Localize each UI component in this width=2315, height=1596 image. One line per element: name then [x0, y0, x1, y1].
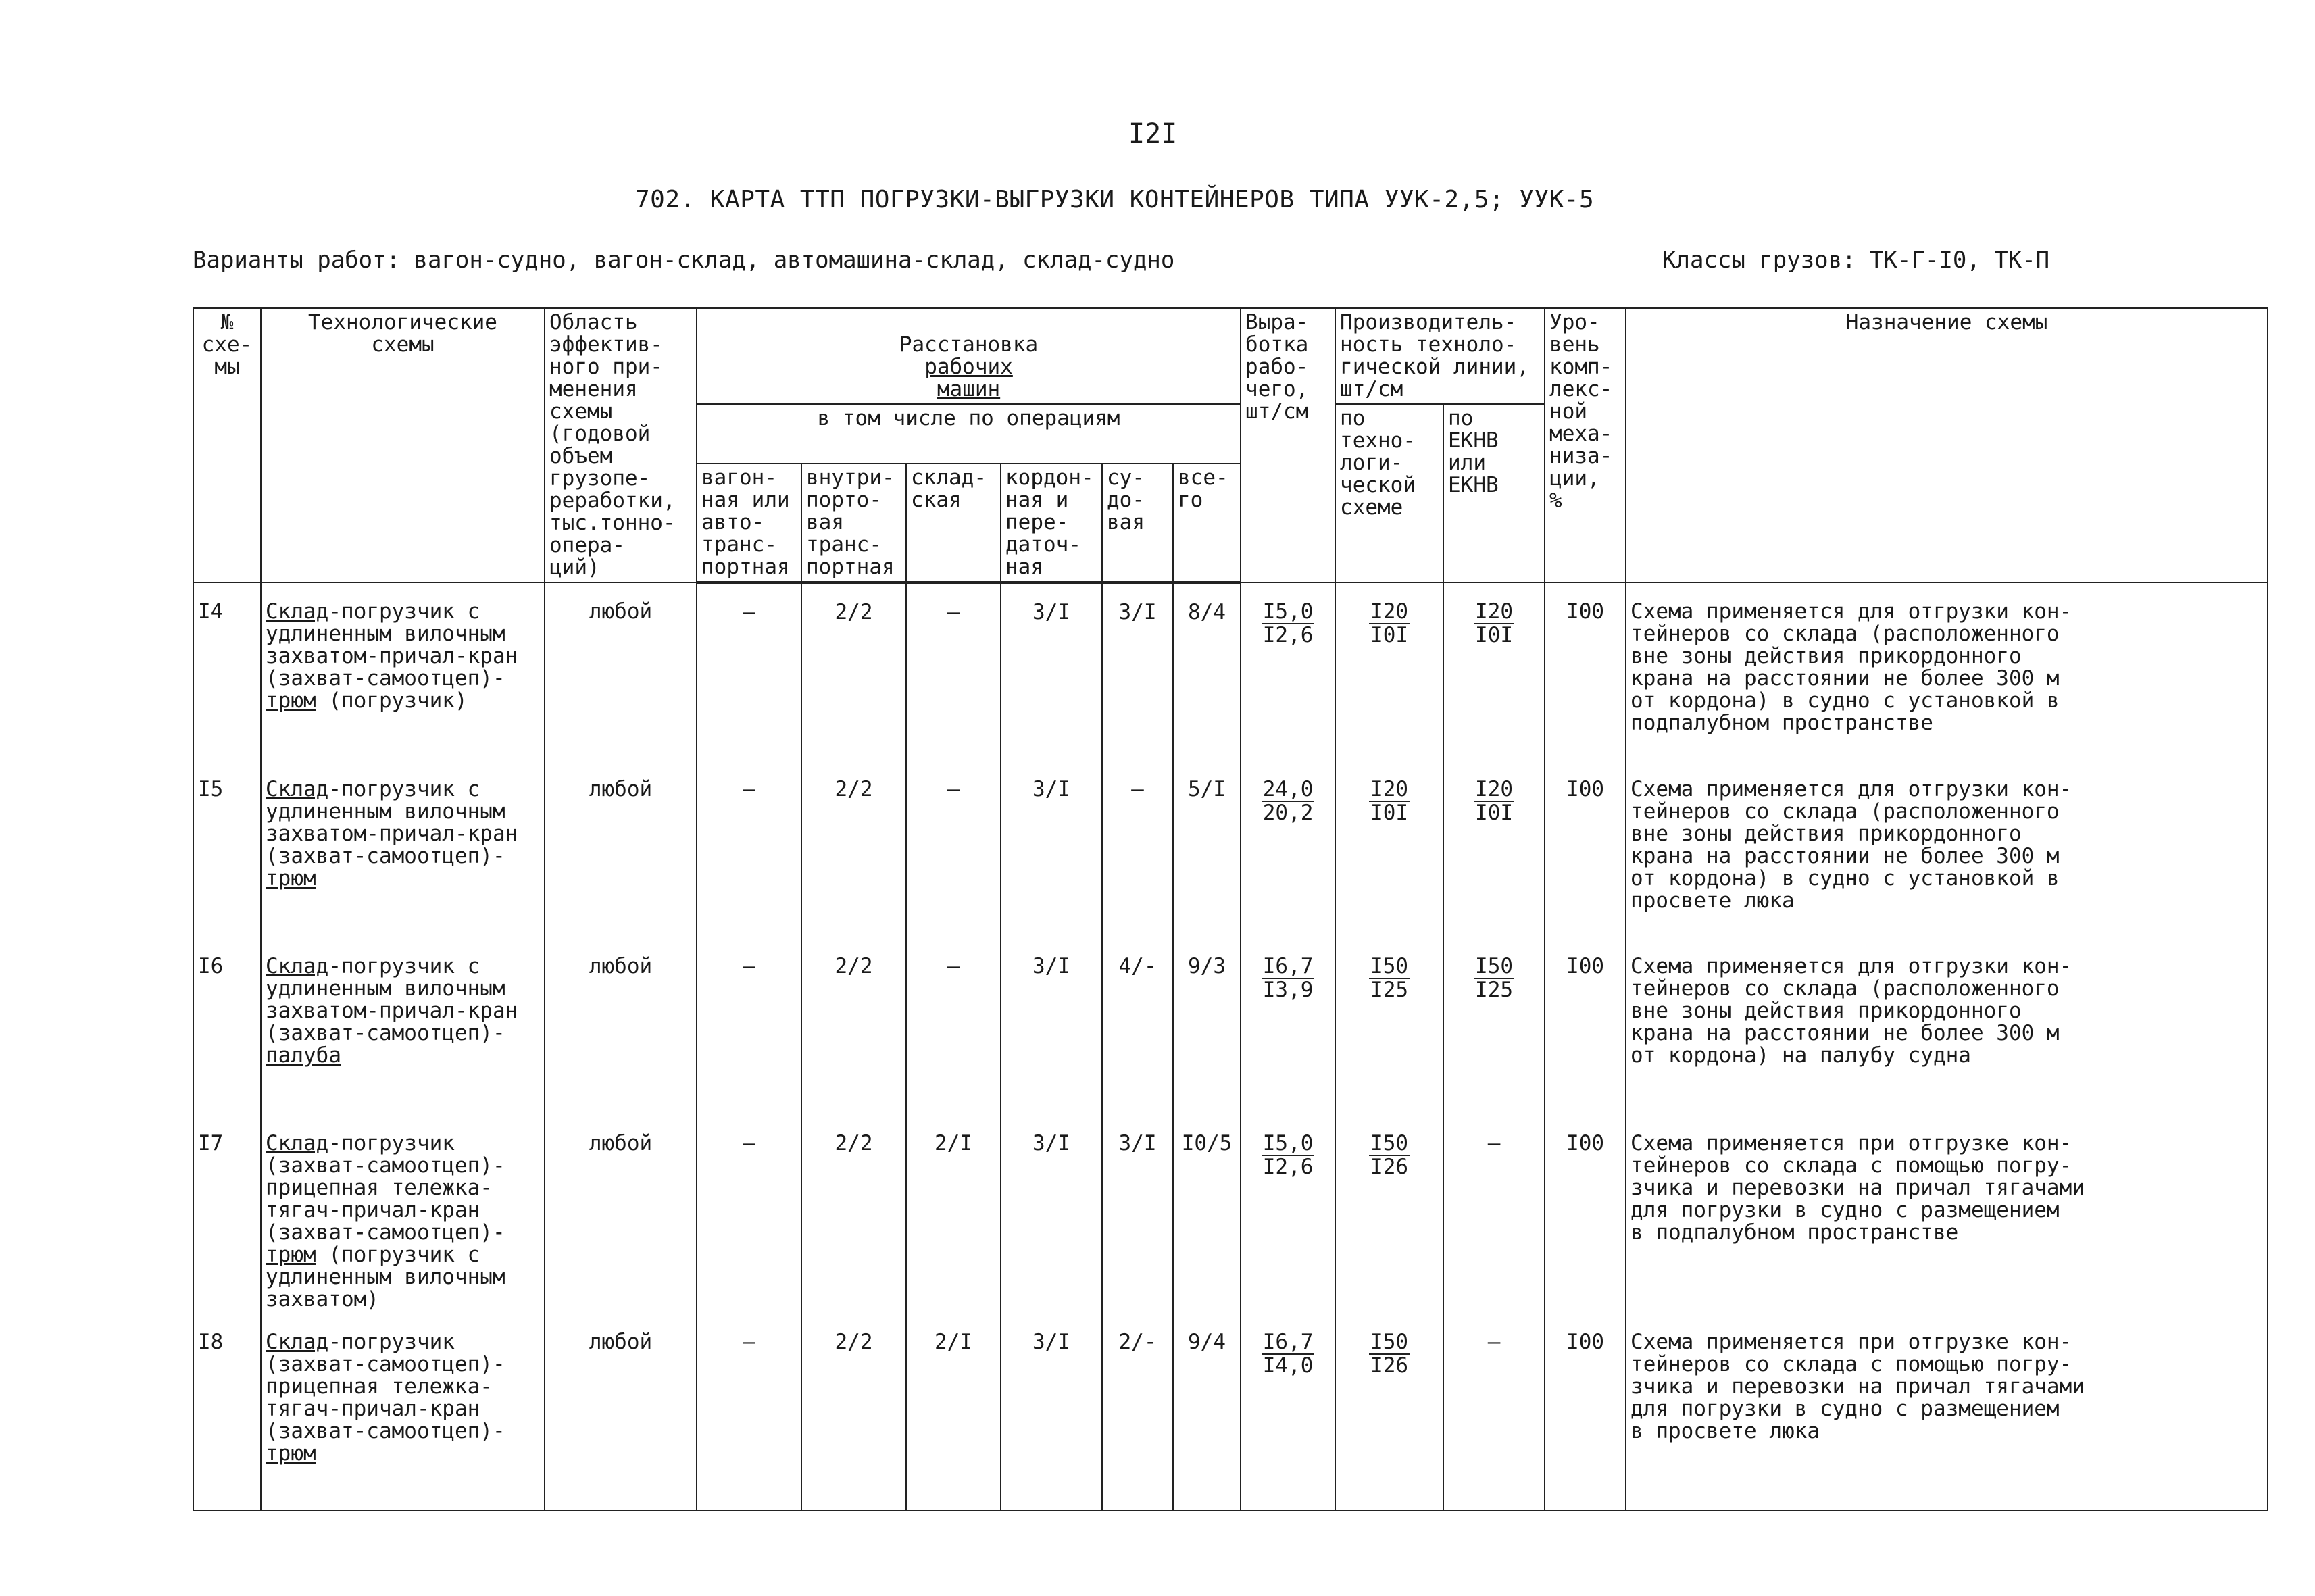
mechanization-level-value: I00 — [1545, 582, 1626, 761]
output-value-numerator: I6,7 — [1262, 1330, 1314, 1354]
productivity-tech — [1335, 1314, 1443, 1510]
productivity-ekhv-denominator: I0I — [1475, 801, 1514, 825]
table-row — [193, 582, 2268, 761]
tech-schemes-table — [193, 307, 2268, 1511]
tech-scheme-body: -погрузчик (захват-самоотцеп)-прицепная тележка-тягач-причал-кран (захват-самоотцеп)- — [266, 1330, 505, 1443]
productivity-tech — [1335, 582, 1443, 761]
output-value-numerator: I6,7 — [1262, 954, 1314, 978]
warehouse-ops-value: 2/I — [906, 1115, 1001, 1314]
output-value — [1241, 761, 1335, 938]
scheme-purpose: Схема применяется для отгрузки кон- тейнеров со склада (расположенного вне зоны действия прикордонного крана на расстоянии не более 300 м от кордона) в судно с установкой в подпалубном пространстве — [1626, 582, 2268, 761]
productivity-ekhv — [1443, 582, 1545, 761]
inner-port-ops-value: 2/2 — [801, 761, 906, 938]
total-value: 8/4 — [1173, 582, 1241, 761]
productivity-ekhv-numerator: – — [1487, 1131, 1501, 1155]
page-title: 702. КАРТА ТТП ПОГРУЗКИ-ВЫГРУЗКИ КОНТЕЙНЕРОВ ТИПА УУК-2,5; УУК-5 — [635, 186, 1595, 214]
scheme-purpose: Схема применяется при отгрузке кон- тейнеров со склада с помощью погру- зчика и перевозки на причал тягачами для погрузки в судно с размещением в просвете люка — [1626, 1314, 2268, 1510]
header-output: Выра- ботка рабо- чего, шт/см — [1241, 308, 1335, 582]
productivity-ekhv — [1443, 938, 1545, 1115]
mechanization-level-value: I00 — [1545, 938, 1626, 1115]
ship-ops-value: 3/I — [1102, 1115, 1173, 1314]
header-by-tech-scheme: по техно- логи- ческой схеме — [1335, 404, 1443, 582]
tech-scheme-start: Склад — [266, 1330, 329, 1354]
tech-scheme-start: Склад — [266, 777, 329, 801]
productivity-tech — [1335, 1115, 1443, 1314]
ship-ops-value: 3/I — [1102, 582, 1173, 761]
output-value-denominator: I3,9 — [1262, 978, 1314, 1002]
warehouse-ops-value: 2/I — [906, 1314, 1001, 1510]
total-value: 9/4 — [1173, 1314, 1241, 1510]
scheme-purpose: Схема применяется для отгрузки кон- тейнеров со склада (расположенного вне зоны действия прикордонного крана на расстоянии не более 300 м от кордона) на палубу судна — [1626, 938, 2268, 1115]
header-mechanization-level: Уро- вень комп- лекс- ной меха- низа- ции, % — [1545, 308, 1626, 582]
inner-port-ops-value: 2/2 — [801, 1314, 906, 1510]
output-value — [1241, 1314, 1335, 1510]
warehouse-ops-value: – — [906, 582, 1001, 761]
wagon-ops-value: – — [697, 582, 801, 761]
scheme-purpose: Схема применяется для отгрузки кон- тейнеров со склада (расположенного вне зоны действия прикордонного крана на расстоянии не более 300 м от кордона) в судно с установкой в просвете люка — [1626, 761, 2268, 938]
output-value-numerator: I5,0 — [1262, 1131, 1314, 1155]
output-value-denominator: I2,6 — [1262, 623, 1314, 647]
header-cordon-ops: кордон- ная и пере- даточ- ная — [1001, 464, 1102, 582]
output-value-numerator: I5,0 — [1262, 599, 1314, 624]
header-ship-ops: су- до- вая — [1102, 464, 1173, 582]
tech-scheme-destination: трюм — [266, 1243, 316, 1267]
tech-scheme-destination: трюм — [266, 689, 316, 713]
header-by-ekhv: по ЕКНВ или ЕКНВ — [1443, 404, 1545, 582]
tech-scheme-start: Склад — [266, 954, 329, 978]
tech-scheme-text — [261, 1115, 545, 1314]
productivity-tech-numerator: I20 — [1370, 777, 1409, 801]
productivity-ekhv — [1443, 1115, 1545, 1314]
header-application-area: Область эффектив- ного при- менения схемы (годовой объем грузопе- реработки, тыс.тонно-опера- ций) — [545, 308, 697, 582]
productivity-ekhv-numerator: I20 — [1475, 777, 1514, 801]
productivity-ekhv-numerator: I50 — [1475, 954, 1514, 978]
header-placement-machines: рабочих машин — [924, 355, 1013, 401]
tech-scheme-start: Склад — [266, 599, 329, 624]
header-inner-port-ops: внутри- порто- вая транс- портная — [801, 464, 906, 582]
productivity-tech-numerator: I50 — [1370, 1131, 1409, 1155]
mechanization-level-value: I00 — [1545, 1115, 1626, 1314]
tech-scheme-destination: трюм — [266, 866, 316, 891]
tech-scheme-text — [261, 761, 545, 938]
productivity-tech — [1335, 761, 1443, 938]
productivity-ekhv-numerator: I20 — [1475, 599, 1514, 624]
cordon-ops-value: 3/I — [1001, 1115, 1102, 1314]
mechanization-level-value: I00 — [1545, 1314, 1626, 1510]
tech-scheme-text — [261, 582, 545, 761]
scheme-number: I5 — [193, 761, 261, 938]
header-wagon-ops: вагон- ная или авто- транс- портная — [697, 464, 801, 582]
header-scheme-number: № схе- мы — [193, 308, 261, 582]
wagon-ops-value: – — [697, 1115, 801, 1314]
output-value-denominator: I2,6 — [1262, 1155, 1314, 1179]
scheme-number: I8 — [193, 1314, 261, 1510]
page-number: I2I — [1128, 118, 1178, 149]
work-variants: Варианты работ: вагон-судно, вагон-склад, автомашина-склад, склад-судно — [193, 247, 1175, 274]
scheme-number: I6 — [193, 938, 261, 1115]
tech-scheme-destination: палуба — [266, 1043, 341, 1068]
application-area: любой — [545, 938, 697, 1115]
tech-scheme-body: -погрузчик с удлиненным вилочным захватом-причал-кран (захват-самоотцеп)- — [266, 954, 518, 1045]
cordon-ops-value: 3/I — [1001, 582, 1102, 761]
table-row — [193, 761, 2268, 938]
wagon-ops-value: – — [697, 1314, 801, 1510]
productivity-tech-denominator: I0I — [1370, 801, 1409, 825]
application-area: любой — [545, 761, 697, 938]
output-value — [1241, 938, 1335, 1115]
productivity-tech-numerator: I50 — [1370, 1330, 1409, 1354]
wagon-ops-value: – — [697, 938, 801, 1115]
header-purpose: Назначение схемы — [1626, 308, 2268, 582]
warehouse-ops-value: – — [906, 761, 1001, 938]
scheme-number: I4 — [193, 582, 261, 761]
output-value — [1241, 582, 1335, 761]
cordon-ops-value: 3/I — [1001, 761, 1102, 938]
productivity-ekhv-numerator: – — [1487, 1330, 1501, 1354]
output-value-numerator: 24,0 — [1262, 777, 1314, 801]
ship-ops-value: 4/- — [1102, 938, 1173, 1115]
ship-ops-value: 2/- — [1102, 1314, 1173, 1510]
warehouse-ops-value: – — [906, 938, 1001, 1115]
tech-scheme-tail: (погрузчик с удлиненным вилочным захватом) — [266, 1243, 505, 1312]
tech-scheme-body: -погрузчик (захват-самоотцеп)-прицепная тележка-тягач-причал-кран (захват-самоотцеп)- — [266, 1131, 505, 1245]
table-row — [193, 938, 2268, 1115]
scheme-number: I7 — [193, 1115, 261, 1314]
productivity-tech-numerator: I20 — [1370, 599, 1409, 624]
cordon-ops-value: 3/I — [1001, 938, 1102, 1115]
output-value-denominator: 20,2 — [1262, 801, 1314, 825]
application-area: любой — [545, 582, 697, 761]
wagon-ops-value: – — [697, 761, 801, 938]
tech-scheme-text — [261, 938, 545, 1115]
table-row — [193, 1314, 2268, 1510]
productivity-ekhv-denominator: I0I — [1475, 623, 1514, 647]
ship-ops-value: – — [1102, 761, 1173, 938]
cargo-classes: Классы грузов: ТК-Г-I0, ТК-П — [1662, 247, 2050, 274]
output-value — [1241, 1115, 1335, 1314]
scheme-purpose: Схема применяется при отгрузке кон- тейнеров со склада с помощью погру- зчика и перевозки на причал тягачами для погрузки в судно с размещением в подпалубном пространстве — [1626, 1115, 2268, 1314]
productivity-ekhv — [1443, 761, 1545, 938]
productivity-ekhv-denominator: I25 — [1475, 978, 1514, 1002]
inner-port-ops-value: 2/2 — [801, 938, 906, 1115]
header-tech-schemes: Технологические схемы — [261, 308, 545, 582]
tech-scheme-text — [261, 1314, 545, 1510]
output-value-denominator: I4,0 — [1262, 1353, 1314, 1378]
tech-scheme-body: -погрузчик с удлиненным вилочным захватом-причал-кран (захват-самоотцеп)- — [266, 599, 518, 691]
productivity-tech-denominator: I25 — [1370, 978, 1409, 1002]
table-row — [193, 1115, 2268, 1314]
header-placement-label: Расстановка — [899, 332, 1039, 357]
productivity-tech-denominator: I26 — [1370, 1353, 1409, 1378]
productivity-tech-numerator: I50 — [1370, 954, 1409, 978]
total-value: 9/3 — [1173, 938, 1241, 1115]
header-by-operations: в том числе по операциям — [697, 404, 1241, 464]
tech-scheme-body: -погрузчик с удлиненным вилочным захватом-причал-кран (захват-самоотцеп)- — [266, 777, 518, 868]
total-value: I0/5 — [1173, 1115, 1241, 1314]
inner-port-ops-value: 2/2 — [801, 582, 906, 761]
total-value: 5/I — [1173, 761, 1241, 938]
inner-port-ops-value: 2/2 — [801, 1115, 906, 1314]
tech-scheme-tail: (погрузчик) — [316, 689, 468, 713]
header-machine-placement — [697, 308, 1241, 404]
header-warehouse-ops: склад- ская — [906, 464, 1001, 582]
application-area: любой — [545, 1314, 697, 1510]
header-productivity: Производитель- ность техноло- гической линии, шт/см — [1335, 308, 1545, 404]
application-area: любой — [545, 1115, 697, 1314]
productivity-tech-denominator: I26 — [1370, 1155, 1409, 1179]
productivity-tech — [1335, 938, 1443, 1115]
productivity-ekhv — [1443, 1314, 1545, 1510]
mechanization-level-value: I00 — [1545, 761, 1626, 938]
tech-scheme-destination: трюм — [266, 1441, 316, 1466]
productivity-tech-denominator: I0I — [1370, 623, 1409, 647]
cordon-ops-value: 3/I — [1001, 1314, 1102, 1510]
tech-scheme-start: Склад — [266, 1131, 329, 1155]
header-total: все- го — [1173, 464, 1241, 582]
